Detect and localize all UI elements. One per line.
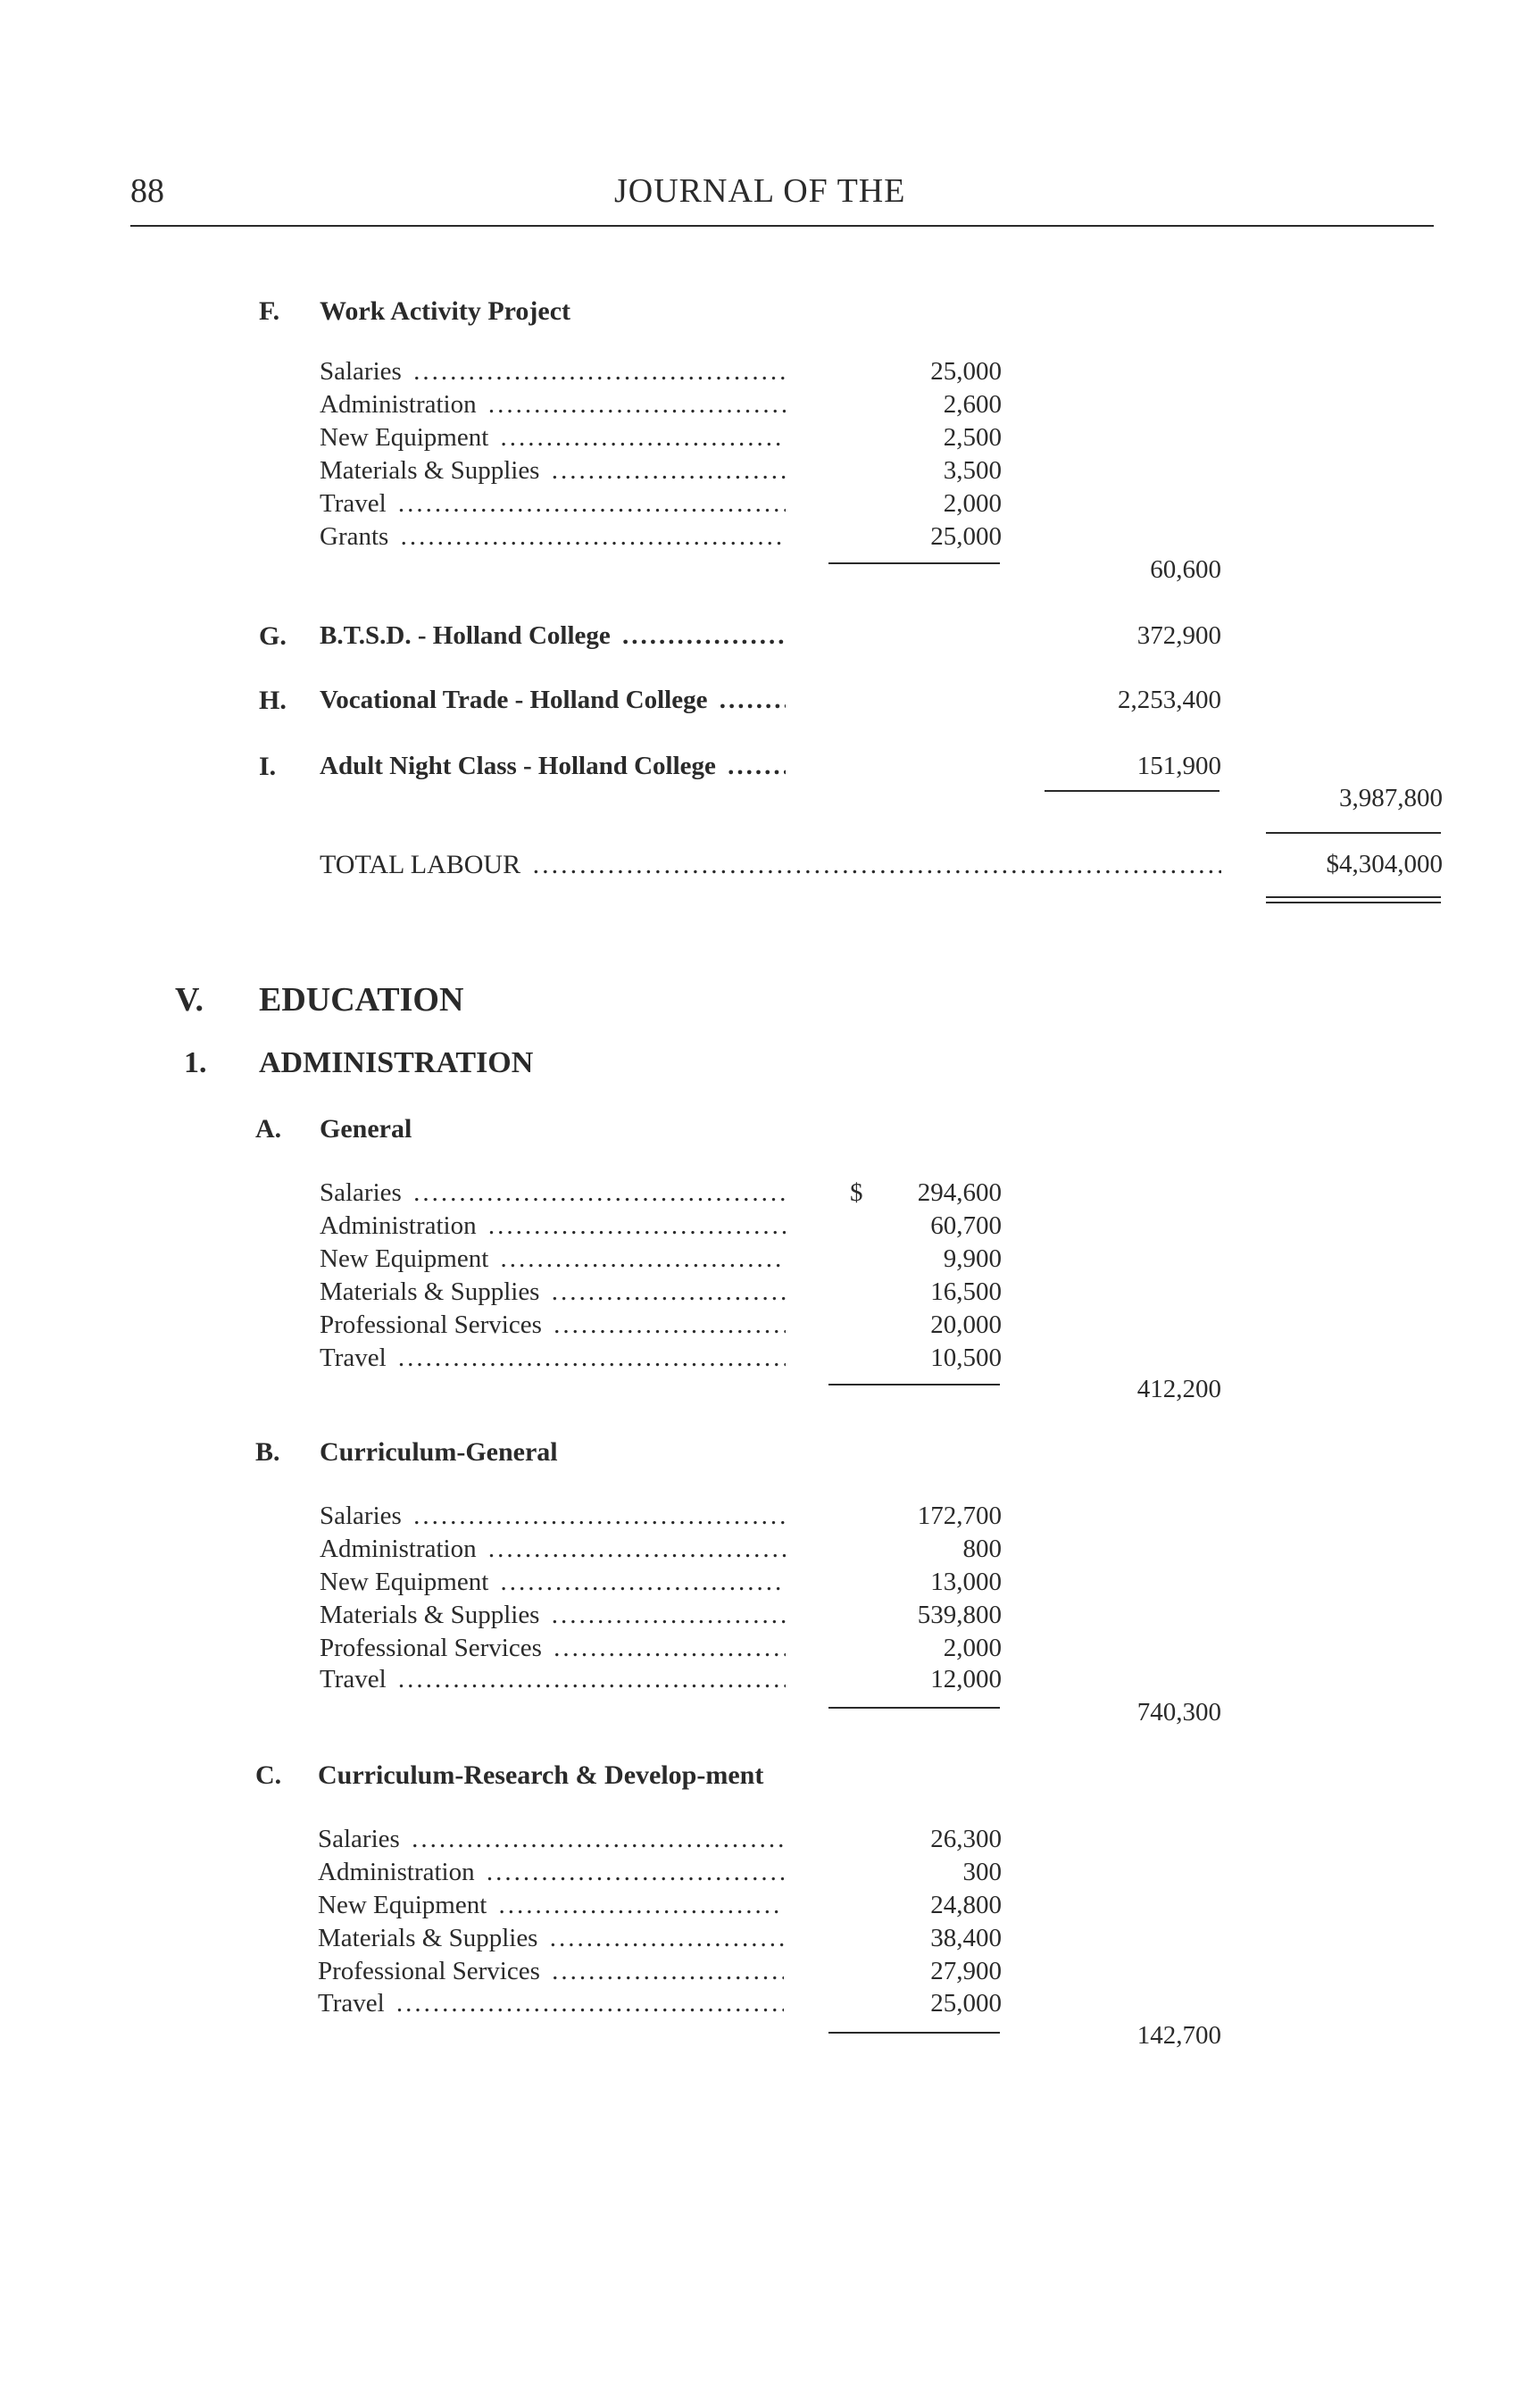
section-i-letter: I. <box>259 752 277 781</box>
line-item-amount: 13,000 <box>930 1568 1002 1596</box>
total-labour-label: TOTAL LABOUR ..... <box>320 850 1221 880</box>
line-item-amount: 539,800 <box>917 1601 1002 1629</box>
header-rule <box>130 225 1434 227</box>
line-item-label: New Equipment ..... <box>320 1568 786 1597</box>
section-f-subtotal: 60,600 <box>1150 555 1221 584</box>
line-item-label: Materials & Supplies ..... <box>320 456 786 486</box>
line-item-amount: 38,400 <box>930 1924 1002 1952</box>
line-item-label: Administration ..... <box>320 390 786 420</box>
line-item-amount: 27,900 <box>930 1957 1002 1985</box>
line-item-label: Salaries ..... <box>320 1178 786 1208</box>
line-item-amount: 24,800 <box>930 1891 1002 1919</box>
education-numeral: V. <box>175 981 204 1019</box>
line-item-amount: 25,000 <box>930 522 1002 551</box>
section-i-amount: 151,900 <box>1136 752 1221 780</box>
line-item-label: Salaries ..... <box>320 357 786 387</box>
line-item-label: Professional Services ..... <box>318 1957 784 1986</box>
line-item-label: New Equipment ..... <box>320 1244 786 1274</box>
line-item-amount: 172,700 <box>917 1502 1002 1530</box>
line-item-label: Travel ..... <box>318 1989 784 2018</box>
line-item-amount: 3,500 <box>943 456 1002 485</box>
line-item-amount: 2,500 <box>943 423 1002 452</box>
line-item-label: Travel ..... <box>320 489 786 519</box>
administration-title: ADMINISTRATION <box>259 1046 534 1079</box>
line-item-label: Salaries ..... <box>318 1825 784 1854</box>
section-c-letter: C. <box>255 1760 282 1790</box>
line-item-label: Administration ..... <box>320 1211 786 1241</box>
line-item-amount: 300 <box>962 1858 1002 1886</box>
education-title: EDUCATION <box>259 981 464 1019</box>
subtotal-rule <box>828 2032 1000 2034</box>
line-item-amount: 800 <box>962 1535 1002 1563</box>
line-item-label: Professional Services ..... <box>320 1310 786 1340</box>
group-total-rule <box>1266 832 1441 834</box>
line-item-label: Administration ..... <box>320 1535 786 1564</box>
section-a-title: General <box>320 1114 412 1144</box>
line-item-amount: 20,000 <box>930 1310 1002 1339</box>
section-h-letter: H. <box>259 686 287 715</box>
section-a-subtotal: 412,200 <box>1136 1375 1221 1403</box>
line-item-amount: 60,700 <box>930 1211 1002 1240</box>
subtotal-rule <box>828 562 1000 564</box>
section-i-label: Adult Night Class - Holland College ..... <box>320 752 786 781</box>
section-g-label: B.T.S.D. - Holland College ..... <box>320 621 786 651</box>
line-item-amount: 16,500 <box>930 1277 1002 1306</box>
currency-symbol: $ <box>850 1178 863 1207</box>
line-item-amount: 294,600 <box>917 1178 1002 1207</box>
line-item-label: Administration ..... <box>318 1858 784 1887</box>
line-item-label: Travel ..... <box>320 1665 786 1694</box>
running-title: JOURNAL OF THE <box>614 172 906 210</box>
line-item-label: Grants ..... <box>320 522 786 552</box>
line-item-label: Salaries ..... <box>320 1502 786 1531</box>
group-rule <box>1045 790 1220 792</box>
line-item-amount: 10,500 <box>930 1344 1002 1372</box>
line-item-label: Professional Services ..... <box>320 1634 786 1663</box>
line-item-label: Materials & Supplies ..... <box>320 1601 786 1630</box>
section-a-letter: A. <box>255 1114 282 1144</box>
line-item-amount: 25,000 <box>930 1989 1002 2018</box>
line-item-amount: 2,000 <box>943 489 1002 518</box>
section-c-subtotal: 142,700 <box>1136 2021 1221 2050</box>
line-item-amount: 26,300 <box>930 1825 1002 1853</box>
section-b-letter: B. <box>255 1437 280 1467</box>
line-item-amount: 25,000 <box>930 357 1002 386</box>
section-g-letter: G. <box>259 621 287 651</box>
line-item-label: New Equipment ..... <box>318 1891 784 1920</box>
section-h-amount: 2,253,400 <box>1118 686 1221 714</box>
line-item-label: Materials & Supplies ..... <box>320 1277 786 1307</box>
labour-group-total: 3,987,800 <box>1339 784 1443 812</box>
total-labour-amount: $4,304,000 <box>1326 850 1443 878</box>
line-item-label: Travel ..... <box>320 1344 786 1373</box>
section-c-title: Curriculum-Research & Develop-ment <box>318 1760 764 1790</box>
section-b-subtotal: 740,300 <box>1136 1698 1221 1727</box>
line-item-amount: 2,000 <box>943 1634 1002 1662</box>
line-item-amount: 9,900 <box>943 1244 1002 1273</box>
section-f-letter: F. <box>259 296 280 326</box>
subtotal-rule <box>828 1384 1000 1385</box>
section-b-title: Curriculum-General <box>320 1437 558 1467</box>
line-item-amount: 2,600 <box>943 390 1002 419</box>
line-item-label: Materials & Supplies ..... <box>318 1924 784 1953</box>
section-g-amount: 372,900 <box>1136 621 1221 650</box>
subtotal-rule <box>828 1707 1000 1709</box>
administration-number: 1. <box>184 1046 207 1079</box>
total-double-rule <box>1266 896 1441 903</box>
section-f-title: Work Activity Project <box>320 296 571 326</box>
line-item-amount: 12,000 <box>930 1665 1002 1693</box>
section-h-label: Vocational Trade - Holland College ..... <box>320 686 786 715</box>
page-number: 88 <box>130 172 164 210</box>
line-item-label: New Equipment ..... <box>320 423 786 453</box>
